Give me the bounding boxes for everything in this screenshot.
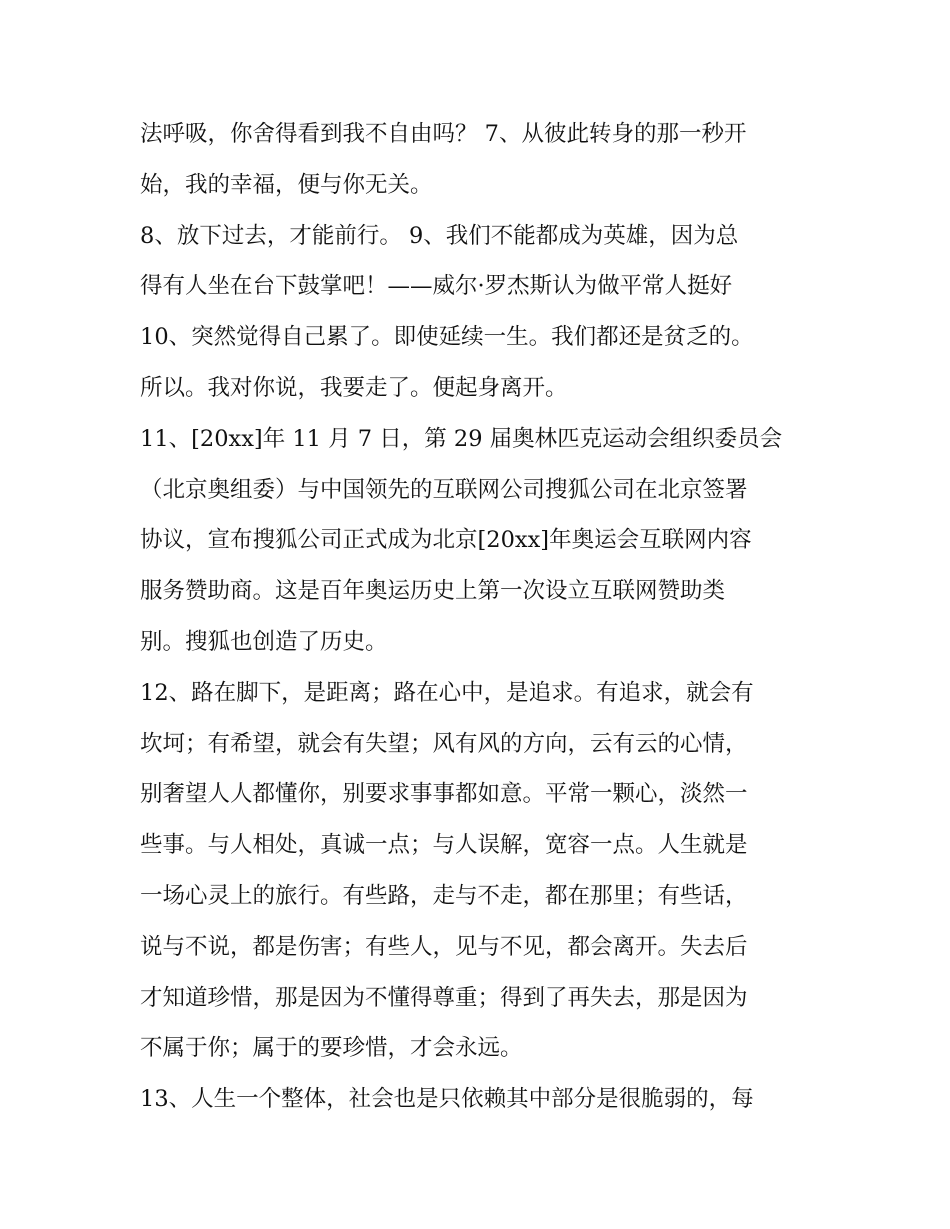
text-line: （北京奥组委）与中国领先的互联网公司搜狐公司在北京签署 xyxy=(140,476,748,503)
text-line: 坎坷；有希望，就会有失望；风有风的方向，云有云的心情， xyxy=(140,730,748,757)
text-line: 别。搜狐也创造了历史。 xyxy=(140,628,388,655)
document-body xyxy=(140,109,810,1125)
text-line: 说与不说，都是伤害；有些人，见与不见，都会离开。失去后 xyxy=(140,933,748,960)
text-line: 始，我的幸福，便与你无关。 xyxy=(140,171,433,198)
text-line: 8、放下过去，才能前行。 9、我们不能都成为英雄，因为总 xyxy=(140,222,739,249)
text-line: 一场心灵上的旅行。有些路，走与不走，都在那里；有些话， xyxy=(140,882,748,909)
text-line: 法呼吸，你舍得看到我不自由吗？ 7、从彼此转身的那一秒开 xyxy=(140,121,747,147)
text-line: 11、[20xx]年 11 月 7 日，第 29 届奥林匹克运动会组织委员会 xyxy=(140,425,783,452)
text-line: 服务赞助商。这是百年奥运历史上第一次设立互联网赞助类 xyxy=(140,578,726,605)
text-line: 协议，宣布搜狐公司正式成为北京[20xx]年奥运会互联网内容 xyxy=(140,527,752,554)
text-line: 不属于你；属于的要珍惜，才会永远。 xyxy=(140,1035,523,1062)
text-line: 些事。与人相处，真诚一点；与人误解，宽容一点。人生就是 xyxy=(140,832,748,859)
text-line: 13、人生一个整体，社会也是只依赖其中部分是很脆弱的，每 xyxy=(140,1086,754,1113)
text-line: 才知道珍惜，那是因为不懂得尊重；得到了再失去，那是因为 xyxy=(140,984,748,1011)
text-line: 所以。我对你说，我要走了。便起身离开。 xyxy=(140,374,568,401)
text-line: 得有人坐在台下鼓掌吧！——威尔·罗杰斯认为做平常人挺好 xyxy=(140,273,733,300)
text-line: 10、突然觉得自己累了。即使延续一生。我们都还是贫乏的。 xyxy=(140,324,754,351)
text-line: 别奢望人人都懂你，别要求事事都如意。平常一颗心，淡然一 xyxy=(140,781,748,808)
text-line: 12、路在脚下，是距离；路在心中，是追求。有追求，就会有 xyxy=(140,679,754,706)
